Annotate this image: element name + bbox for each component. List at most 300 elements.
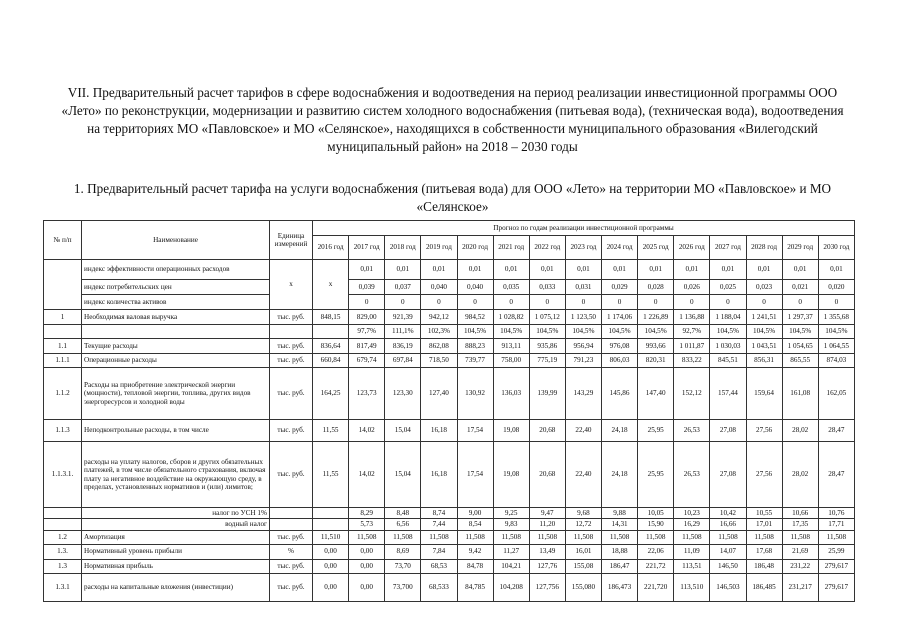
row-value: 92,7%	[674, 325, 710, 339]
table-row	[44, 544, 855, 559]
row-value: 10,23	[674, 508, 710, 519]
row-value: 1 355,68	[818, 310, 854, 325]
row-value: 73,700	[385, 573, 421, 601]
row-unit: тыс. руб.	[270, 442, 313, 508]
row-value: 28,47	[818, 442, 854, 508]
row-name: Неподконтрольные расходы, в том числе	[82, 420, 270, 442]
row-value: 11,508	[638, 530, 674, 544]
row-value: 1 241,51	[746, 310, 782, 325]
row-value: 11,508	[565, 530, 601, 544]
row-value: 157,44	[710, 368, 746, 420]
row-value: 0,00	[313, 573, 349, 601]
row-value: 1 064,55	[818, 339, 854, 354]
row-value: 104,5%	[782, 325, 818, 339]
row-value: 9,25	[493, 508, 529, 519]
row-value: 14,02	[349, 442, 385, 508]
row-value: 9,42	[457, 544, 493, 559]
row-num: 1.2	[44, 530, 82, 544]
row-unit: тыс. руб.	[270, 310, 313, 325]
row-value: 1 043,51	[746, 339, 782, 354]
index-value: 0,039	[349, 280, 385, 295]
row-value: 806,03	[602, 354, 638, 368]
row-value: 97,7%	[349, 325, 385, 339]
row-value: 146,503	[710, 573, 746, 601]
row-value: 16,18	[421, 420, 457, 442]
row-value: 11,55	[313, 442, 349, 508]
row-value: 27,08	[710, 420, 746, 442]
index-value: 0	[457, 295, 493, 310]
row-value: 817,49	[349, 339, 385, 354]
row-value: 11,508	[421, 530, 457, 544]
row-value: 1 123,50	[565, 310, 601, 325]
index-value: 0	[421, 295, 457, 310]
row-value: 145,86	[602, 368, 638, 420]
row-value: 102,3%	[421, 325, 457, 339]
row-num: 1.1.2	[44, 368, 82, 420]
index-value: 0,01	[421, 260, 457, 280]
row-unit: тыс. руб.	[270, 368, 313, 420]
row-value: 18,88	[602, 544, 638, 559]
table-row	[44, 368, 855, 420]
row-value: 14,31	[602, 519, 638, 530]
row-value	[313, 519, 349, 530]
row-num	[44, 508, 82, 519]
index-value: 0,029	[602, 280, 638, 295]
year-header: 2025 год	[638, 236, 674, 260]
row-value	[313, 325, 349, 339]
row-value: 139,99	[529, 368, 565, 420]
row-value: 15,90	[638, 519, 674, 530]
row-num	[44, 519, 82, 530]
row-value: 186,473	[602, 573, 638, 601]
year-header: 2029 год	[782, 236, 818, 260]
row-value: 845,51	[710, 354, 746, 368]
index-value: 0,020	[818, 280, 854, 295]
index-value: 0,033	[529, 280, 565, 295]
row-value: 16,01	[565, 544, 601, 559]
index-value: 0,01	[349, 260, 385, 280]
year-header: 2030 год	[818, 236, 854, 260]
year-header: 2028 год	[746, 236, 782, 260]
section-title: VII. Предварительный расчет тарифов в сфере водоснабжения и водоотведения на период реализации инвестиционной программы ООО «Лето» по реконструкции, модернизации и развитию систем холодного водоснабжения (питьевая вода), (техническая вода), водоотведения на территориях МО «Павловское» и МО «Селянское», находящихся в собственности муниципального образования «Вилегодский муниципальный район» на 2018 – 2030 годы	[61, 85, 844, 154]
row-value: 8,29	[349, 508, 385, 519]
row-value: 1 011,87	[674, 339, 710, 354]
year-header: 2018 год	[385, 236, 421, 260]
row-value: 25,95	[638, 420, 674, 442]
row-value: 25,95	[638, 442, 674, 508]
index-value: 0,01	[493, 260, 529, 280]
row-value: 820,31	[638, 354, 674, 368]
row-value: 104,21	[493, 559, 529, 573]
row-value: 113,510	[674, 573, 710, 601]
row-value: 848,15	[313, 310, 349, 325]
row-value: 127,40	[421, 368, 457, 420]
row-num: 1.1.3.1.	[44, 442, 82, 508]
index-name: индекс количества активов	[82, 295, 270, 310]
index-value: 0,026	[674, 280, 710, 295]
index-row	[44, 295, 855, 310]
row-unit: тыс. руб.	[270, 354, 313, 368]
row-value: 11,508	[349, 530, 385, 544]
year-header: 2027 год	[710, 236, 746, 260]
row-value: 143,29	[565, 368, 601, 420]
row-value: 791,23	[565, 354, 601, 368]
index-value: 0,01	[710, 260, 746, 280]
row-value: 8,74	[421, 508, 457, 519]
row-num: 1.1	[44, 339, 82, 354]
row-value: 8,54	[457, 519, 493, 530]
row-name: Расходы на приобретение электрической энергии (мощности), тепловой энергии, топлива, других видов энергоресурсов и холодной воды	[82, 368, 270, 420]
row-value: 68,53	[421, 559, 457, 573]
row-value: 130,92	[457, 368, 493, 420]
row-value: 921,39	[385, 310, 421, 325]
row-value: 0,00	[313, 544, 349, 559]
index-value: 0,01	[746, 260, 782, 280]
row-value: 146,50	[710, 559, 746, 573]
row-value: 104,5%	[529, 325, 565, 339]
index-value: 0,01	[674, 260, 710, 280]
index-value: 0,01	[529, 260, 565, 280]
index-value: 0	[746, 295, 782, 310]
row-value: 0,00	[313, 559, 349, 573]
row-value: 104,5%	[746, 325, 782, 339]
row-value: 942,12	[421, 310, 457, 325]
index-value: 0	[529, 295, 565, 310]
table-row	[44, 442, 855, 508]
row-value: 28,47	[818, 420, 854, 442]
row-value: 1 297,37	[782, 310, 818, 325]
row-value: 9,47	[529, 508, 565, 519]
row-value: 697,84	[385, 354, 421, 368]
row-value: 11,508	[602, 530, 638, 544]
row-name: расходы на уплату налогов, сборов и других обязательных платежей, в том числе обязательного страхования, включая плату за негативное воздействие на окружающую среду, в пределах, установленных нормативов и (или) лимитов;	[82, 442, 270, 508]
year-header: 2017 год	[349, 236, 385, 260]
row-value: 22,40	[565, 420, 601, 442]
row-value: 935,86	[529, 339, 565, 354]
index-num-cell	[44, 260, 82, 310]
col-header-name: Наименование	[82, 221, 270, 260]
row-value: 11,09	[674, 544, 710, 559]
row-value: 68,533	[421, 573, 457, 601]
col-header-num: № п/п	[44, 221, 82, 260]
row-value: 84,785	[457, 573, 493, 601]
row-value: 5,73	[349, 519, 385, 530]
row-unit	[270, 519, 313, 530]
row-value: 993,66	[638, 339, 674, 354]
row-value: 9,83	[493, 519, 529, 530]
row-name	[82, 325, 270, 339]
row-value: 16,66	[710, 519, 746, 530]
row-value: 976,08	[602, 339, 638, 354]
row-value: 26,53	[674, 420, 710, 442]
row-value: 718,50	[421, 354, 457, 368]
row-value: 15,04	[385, 442, 421, 508]
row-value: 155,080	[565, 573, 601, 601]
table-row	[44, 573, 855, 601]
index-value: 0	[638, 295, 674, 310]
row-value: 6,56	[385, 519, 421, 530]
index-value: 0	[565, 295, 601, 310]
tariff-table	[43, 220, 855, 602]
row-value: 1 028,82	[493, 310, 529, 325]
row-value: 11,508	[782, 530, 818, 544]
row-value: 159,64	[746, 368, 782, 420]
index-mark: х	[313, 260, 349, 310]
table-row	[44, 420, 855, 442]
row-unit: тыс. руб.	[270, 573, 313, 601]
index-value: 0,021	[782, 280, 818, 295]
row-value: 11,510	[313, 530, 349, 544]
index-value: 0	[674, 295, 710, 310]
row-value: 11,508	[529, 530, 565, 544]
row-value: 11,508	[674, 530, 710, 544]
row-value: 152,12	[674, 368, 710, 420]
row-value: 279,617	[818, 573, 854, 601]
row-value: 7,44	[421, 519, 457, 530]
row-value: 27,08	[710, 442, 746, 508]
index-value: 0	[602, 295, 638, 310]
index-value: 0,037	[385, 280, 421, 295]
row-value: 888,23	[457, 339, 493, 354]
row-value: 186,48	[746, 559, 782, 573]
index-value: 0,031	[565, 280, 601, 295]
index-value: 0,01	[457, 260, 493, 280]
row-value: 1 226,89	[638, 310, 674, 325]
row-value: 1 030,03	[710, 339, 746, 354]
row-value: 20,68	[529, 442, 565, 508]
row-unit	[270, 508, 313, 519]
row-value: 984,52	[457, 310, 493, 325]
row-value: 104,5%	[602, 325, 638, 339]
row-value: 10,55	[746, 508, 782, 519]
year-header: 2021 год	[493, 236, 529, 260]
row-value: 27,56	[746, 420, 782, 442]
row-unit	[270, 325, 313, 339]
row-value: 836,64	[313, 339, 349, 354]
row-value: 155,08	[565, 559, 601, 573]
row-value: 164,25	[313, 368, 349, 420]
row-name: Амортизация	[82, 530, 270, 544]
row-value: 758,00	[493, 354, 529, 368]
row-value: 22,40	[565, 442, 601, 508]
col-header-unit: Единица измерений	[270, 221, 313, 260]
year-header: 2016 год	[313, 236, 349, 260]
year-header: 2020 год	[457, 236, 493, 260]
row-value: 10,05	[638, 508, 674, 519]
row-value: 16,18	[421, 442, 457, 508]
row-value: 123,30	[385, 368, 421, 420]
row-value: 27,56	[746, 442, 782, 508]
row-value: 11,508	[385, 530, 421, 544]
row-value: 22,06	[638, 544, 674, 559]
index-value: 0,01	[638, 260, 674, 280]
index-row	[44, 260, 855, 280]
row-value: 147,40	[638, 368, 674, 420]
row-value	[313, 508, 349, 519]
index-value: 0	[818, 295, 854, 310]
year-header: 2026 год	[674, 236, 710, 260]
row-value: 186,47	[602, 559, 638, 573]
row-value: 1 188,04	[710, 310, 746, 325]
table-row	[44, 530, 855, 544]
row-value: 956,94	[565, 339, 601, 354]
table-row	[44, 339, 855, 354]
row-value: 104,5%	[493, 325, 529, 339]
row-value: 833,22	[674, 354, 710, 368]
index-value: 0,040	[421, 280, 457, 295]
row-value: 17,54	[457, 442, 493, 508]
index-value: 0,01	[565, 260, 601, 280]
row-value: 862,08	[421, 339, 457, 354]
row-value: 20,68	[529, 420, 565, 442]
row-value: 0,00	[349, 573, 385, 601]
row-name: водный налог	[82, 519, 270, 530]
row-name: Операционные расходы	[82, 354, 270, 368]
table-row	[44, 519, 855, 530]
row-value: 19,08	[493, 420, 529, 442]
row-value: 660,84	[313, 354, 349, 368]
index-value: 0,035	[493, 280, 529, 295]
row-value: 26,53	[674, 442, 710, 508]
index-value: 0	[493, 295, 529, 310]
row-value: 1 136,88	[674, 310, 710, 325]
index-value: 0	[782, 295, 818, 310]
row-value: 14,07	[710, 544, 746, 559]
row-name: налог по УСН 1%	[82, 508, 270, 519]
index-value: 0,028	[638, 280, 674, 295]
year-header: 2022 год	[529, 236, 565, 260]
row-value: 11,508	[710, 530, 746, 544]
row-value: 123,73	[349, 368, 385, 420]
row-value: 104,5%	[818, 325, 854, 339]
row-value: 10,66	[782, 508, 818, 519]
row-value: 16,29	[674, 519, 710, 530]
row-value: 9,68	[565, 508, 601, 519]
row-value: 104,5%	[457, 325, 493, 339]
row-name: Нормативный уровень прибыли	[82, 544, 270, 559]
index-value: 0,01	[782, 260, 818, 280]
year-header: 2019 год	[421, 236, 457, 260]
row-value: 104,5%	[710, 325, 746, 339]
row-value: 0,00	[349, 544, 385, 559]
table-row	[44, 325, 855, 339]
index-value: 0,023	[746, 280, 782, 295]
row-num	[44, 325, 82, 339]
row-value: 739,77	[457, 354, 493, 368]
row-value: 775,19	[529, 354, 565, 368]
row-value: 11,508	[457, 530, 493, 544]
row-value: 829,00	[349, 310, 385, 325]
index-value: 0,040	[457, 280, 493, 295]
row-value: 104,5%	[565, 325, 601, 339]
row-value: 113,51	[674, 559, 710, 573]
row-name: расходы на капитальные вложения (инвестиции)	[82, 573, 270, 601]
row-value: 186,485	[746, 573, 782, 601]
row-num: 1.3.	[44, 544, 82, 559]
row-value: 11,508	[493, 530, 529, 544]
row-num: 1.1.3	[44, 420, 82, 442]
row-value: 161,08	[782, 368, 818, 420]
row-value: 11,27	[493, 544, 529, 559]
row-value: 1 054,65	[782, 339, 818, 354]
row-value: 0,00	[349, 559, 385, 573]
row-value: 17,01	[746, 519, 782, 530]
row-value: 127,756	[529, 573, 565, 601]
row-value: 856,31	[746, 354, 782, 368]
header-row-1	[44, 221, 855, 236]
row-value: 8,48	[385, 508, 421, 519]
row-value: 111,1%	[385, 325, 421, 339]
row-value: 1 174,06	[602, 310, 638, 325]
row-value: 11,55	[313, 420, 349, 442]
row-value: 874,03	[818, 354, 854, 368]
row-value: 14,02	[349, 420, 385, 442]
row-value: 10,76	[818, 508, 854, 519]
col-header-forecast: Прогноз по годам реализации инвестиционной программы	[313, 221, 855, 236]
table-row	[44, 354, 855, 368]
row-value: 231,22	[782, 559, 818, 573]
row-unit: %	[270, 544, 313, 559]
row-value: 127,76	[529, 559, 565, 573]
row-value: 25,99	[818, 544, 854, 559]
row-value: 7,84	[421, 544, 457, 559]
index-value: 0,025	[710, 280, 746, 295]
row-value: 10,42	[710, 508, 746, 519]
table-row	[44, 310, 855, 325]
index-name: индекс потребительских цен	[82, 280, 270, 295]
row-value: 84,78	[457, 559, 493, 573]
row-value: 24,18	[602, 420, 638, 442]
row-value: 28,02	[782, 420, 818, 442]
year-header: 2024 год	[602, 236, 638, 260]
row-value: 221,720	[638, 573, 674, 601]
index-unit: х	[270, 260, 313, 310]
row-value: 221,72	[638, 559, 674, 573]
row-value: 15,04	[385, 420, 421, 442]
row-unit: тыс. руб.	[270, 559, 313, 573]
row-value: 231,217	[782, 573, 818, 601]
row-value: 21,69	[782, 544, 818, 559]
index-value: 0	[710, 295, 746, 310]
index-row	[44, 280, 855, 295]
index-value: 0,01	[818, 260, 854, 280]
row-value: 17,35	[782, 519, 818, 530]
row-num: 1.3.1	[44, 573, 82, 601]
row-value: 136,03	[493, 368, 529, 420]
row-value: 104,208	[493, 573, 529, 601]
row-value: 279,617	[818, 559, 854, 573]
row-num: 1.1.1	[44, 354, 82, 368]
row-value: 679,74	[349, 354, 385, 368]
index-value: 0,01	[385, 260, 421, 280]
index-value: 0,01	[602, 260, 638, 280]
row-value: 73,70	[385, 559, 421, 573]
row-value: 865,55	[782, 354, 818, 368]
table-row	[44, 559, 855, 573]
row-value: 12,72	[565, 519, 601, 530]
row-value: 913,11	[493, 339, 529, 354]
index-value: 0	[385, 295, 421, 310]
row-value: 9,00	[457, 508, 493, 519]
row-value: 836,19	[385, 339, 421, 354]
row-name: Необходимая валовая выручка	[82, 310, 270, 325]
row-value: 162,05	[818, 368, 854, 420]
year-header: 2023 год	[565, 236, 601, 260]
index-name: индекс эффективности операционных расходов	[82, 260, 270, 280]
row-value: 17,71	[818, 519, 854, 530]
row-value: 8,69	[385, 544, 421, 559]
row-value: 24,18	[602, 442, 638, 508]
